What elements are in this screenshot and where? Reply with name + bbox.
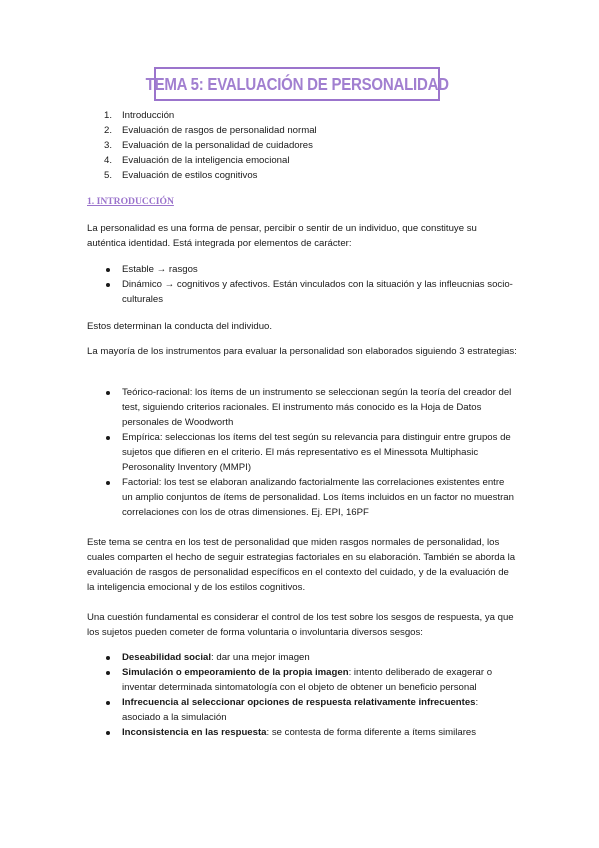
list-item: Teórico-racional: los ítems de un instrumento se seleccionan según la teoría del creador del test, siguiendo criterios racionales. El instrumento más conocido es la Hoja de Datos personales de Woodworth	[104, 385, 514, 430]
paragraph-response-bias: Una cuestión fundamental es considerar el control de los test sobre los sesgos de respuesta, ya que los sujetos pueden cometer de forma voluntaria o involuntaria diversos sesgos:	[87, 612, 514, 638]
bias-term: Inconsistencia en las respuesta	[122, 727, 267, 738]
toc-item	[104, 123, 317, 138]
list-item: Empírica: seleccionas los ítems del test según su relevancia para distinguir entre grupos de sujetos que difieren en el criterio. El más representativo es el Minessota Multiphasic Perosonality Inventory (MMPI)	[104, 430, 514, 475]
list-item	[104, 695, 514, 725]
toc-text: Evaluación de estilos cognitivos	[122, 170, 258, 181]
list-item	[104, 650, 514, 665]
bullet-list-elements	[104, 262, 514, 307]
bullet-list-strategies	[104, 385, 514, 520]
list-item	[104, 665, 514, 695]
toc-text: Evaluación de la inteligencia emocional	[122, 155, 290, 166]
toc-number: 2.	[104, 125, 113, 136]
list-item: Factorial: los test se elaboran analizando factorialmente las correlaciones existentes entre un amplio conjuntos de ítems de personalidad. Los ítems incluidos en un factor no muestran correlaciones con los de otras dimensiones. Ej. EPI, 16PF	[104, 475, 514, 520]
list-item: Dinámico → cognitivos y afectivos. Están vinculados con la situación y las infleucnias socio-culturales	[104, 277, 514, 307]
toc-text: Evaluación de la personalidad de cuidadores	[122, 140, 313, 151]
list-item: Estable → rasgos	[104, 262, 514, 277]
paragraph-strategies: La mayoría de los instrumentos para evaluar la personalidad son elaborados siguiendo 3 estrategias:	[87, 346, 517, 357]
section-heading: 1. INTRODUCCIÓN	[87, 196, 174, 207]
table-of-contents	[104, 108, 317, 183]
page-title: TEMA 5: EVALUACIÓN DE PERSONALIDAD	[145, 73, 449, 94]
toc-number: 3.	[104, 140, 113, 151]
toc-item	[104, 138, 317, 153]
bias-term: Infrecuencia al seleccionar opciones de respuesta relativamente infrecuentes	[122, 697, 476, 708]
toc-number: 1.	[104, 110, 113, 121]
toc-text: Evaluación de rasgos de personalidad normal	[122, 125, 317, 136]
bias-term: Simulación o empeoramiento de la propia imagen	[122, 667, 349, 678]
bias-description: : se contesta de forma diferente a ítems similares	[266, 727, 477, 738]
toc-item	[104, 153, 317, 168]
title-box	[145, 67, 449, 101]
paragraph-conduct: Estos determinan la conducta del individuo.	[87, 321, 273, 332]
toc-item	[104, 168, 317, 183]
bias-term: Deseabilidad social	[122, 652, 212, 663]
bias-description: : intento deliberado de exagerar o inventar determinada sintomatología con el objeto de obtener un beneficio personal	[122, 667, 493, 693]
toc-text: Introducción	[122, 110, 175, 121]
toc-number: 4.	[104, 155, 113, 166]
bullet-list-biases	[104, 650, 514, 740]
list-item	[104, 725, 514, 740]
paragraph-topic-focus: Este tema se centra en los test de personalidad que miden rasgos normales de personalidad, los cuales comparten el hecho de seguir estrategias factoriales en su elaboración. También se aborda la evaluación de rasgos de personalidad específicos en el contexto del cuidado, y de la evaluación de la inteligencia emocional y de los estilos cognitivos.	[87, 537, 516, 593]
bias-description: : dar una mejor imagen	[211, 652, 310, 663]
paragraph-definition: La personalidad es una forma de pensar, percibir o sentir de un individuo, que constituye su auténtica identidad. Está integrada por elementos de carácter:	[87, 223, 477, 249]
toc-number: 5.	[104, 170, 113, 181]
bias-description: : asociado a la simulación	[122, 697, 479, 723]
toc-item	[104, 108, 317, 123]
